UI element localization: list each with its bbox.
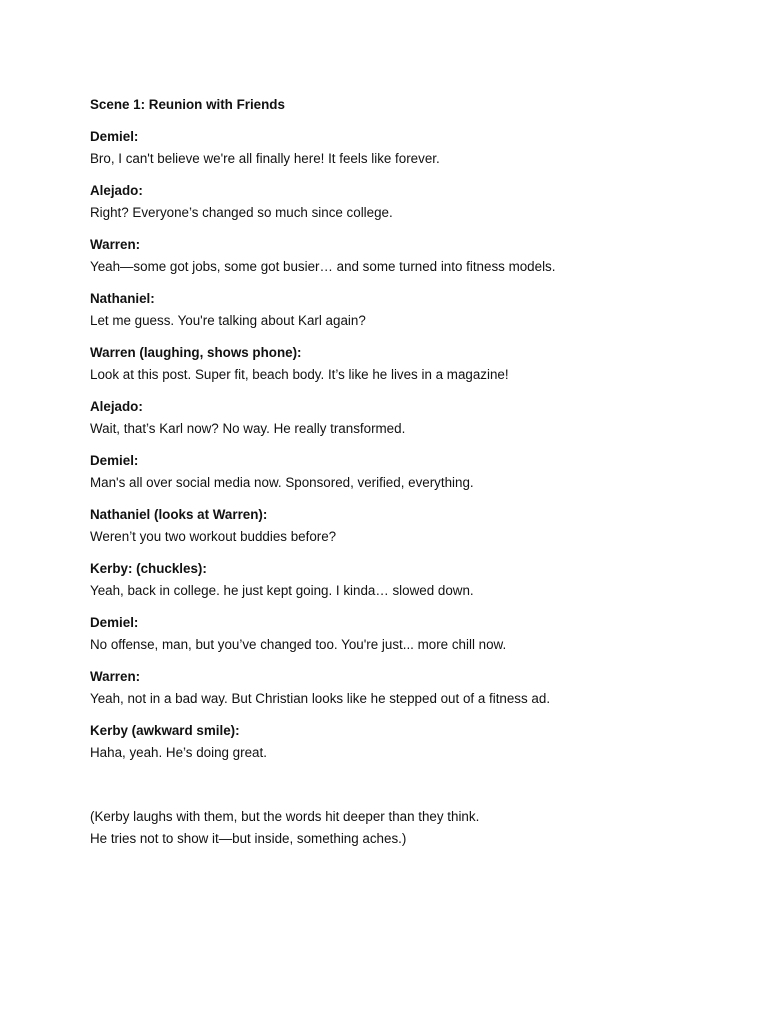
dialogue-block xyxy=(90,126,690,170)
scene-title: Scene 1: Reunion with Friends xyxy=(90,97,285,112)
dialogue-line: Wait, that’s Karl now? No way. He really transformed. xyxy=(90,421,406,436)
dialogue-line: Weren’t you two workout buddies before? xyxy=(90,529,337,544)
dialogue-line: Yeah, not in a bad way. But Christian looks like he stepped out of a fitness ad. xyxy=(90,691,551,706)
dialogue-block xyxy=(90,450,690,494)
dialogue-block xyxy=(90,234,690,278)
dialogue-line: Yeah, back in college. he just kept going. I kinda… slowed down. xyxy=(90,583,474,598)
narration-line: (Kerby laughs with them, but the words hit deeper than they think. xyxy=(90,809,480,824)
dialogue-block xyxy=(90,342,690,386)
dialogue-block xyxy=(90,288,690,332)
speaker-name: Alejado: xyxy=(90,183,143,198)
speaker-name: Warren (laughing, shows phone): xyxy=(90,345,302,360)
narration xyxy=(90,806,690,850)
dialogue-line: Look at this post. Super fit, beach body. It’s like he lives in a magazine! xyxy=(90,367,509,382)
speaker-name: Alejado: xyxy=(90,399,143,414)
speaker-name: Nathaniel: xyxy=(90,291,155,306)
speaker-name: Warren: xyxy=(90,669,141,684)
dialogue-line: Right? Everyone’s changed so much since college. xyxy=(90,205,393,220)
speaker-name: Demiel: xyxy=(90,129,139,144)
dialogue-line: No offense, man, but you’ve changed too. You're just... more chill now. xyxy=(90,637,507,652)
dialogue-block xyxy=(90,504,690,548)
dialogue-line: Haha, yeah. He’s doing great. xyxy=(90,745,267,760)
speaker-name: Demiel: xyxy=(90,615,139,630)
dialogue-block xyxy=(90,558,690,602)
dialogue-block xyxy=(90,396,690,440)
dialogue-line: Let me guess. You're talking about Karl again? xyxy=(90,313,366,328)
speaker-name: Kerby: (chuckles): xyxy=(90,561,207,576)
dialogue-line: Man's all over social media now. Sponsored, verified, everything. xyxy=(90,475,474,490)
speaker-name: Demiel: xyxy=(90,453,139,468)
dialogue-block xyxy=(90,720,690,764)
script-content xyxy=(90,94,690,850)
speaker-name: Warren: xyxy=(90,237,141,252)
narration-line: He tries not to show it—but inside, something aches.) xyxy=(90,831,407,846)
dialogue-line: Yeah—some got jobs, some got busier… and some turned into fitness models. xyxy=(90,259,556,274)
dialogue-line: Bro, I can't believe we're all finally here! It feels like forever. xyxy=(90,151,440,166)
dialogue-block xyxy=(90,180,690,224)
speaker-name: Kerby (awkward smile): xyxy=(90,723,240,738)
dialogue-block xyxy=(90,666,690,710)
dialogue-block xyxy=(90,612,690,656)
speaker-name: Nathaniel (looks at Warren): xyxy=(90,507,268,522)
